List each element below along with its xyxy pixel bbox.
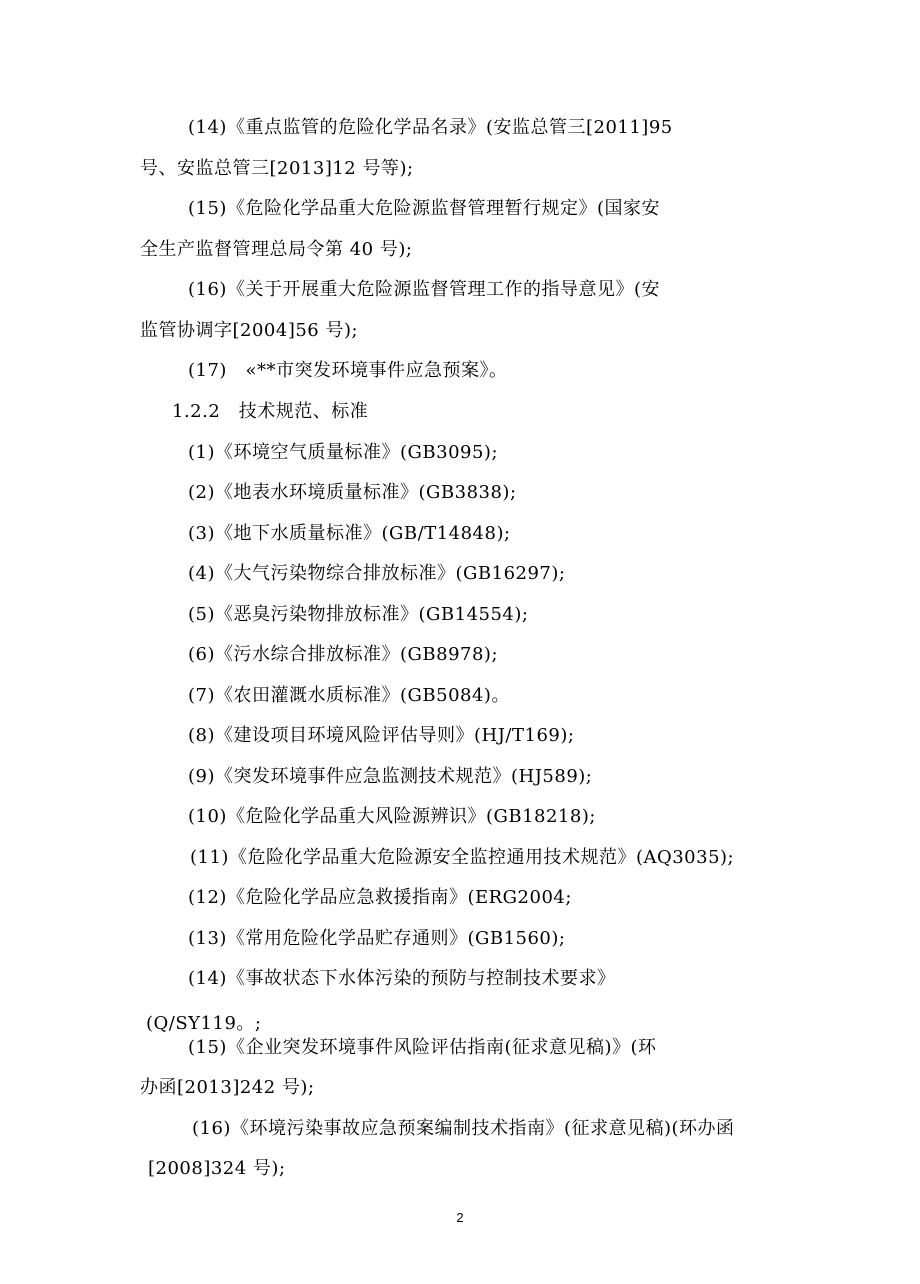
text-line: [2008]324 号); — [148, 1158, 286, 1179]
text-line: (7)《农田灌溉水质标准》(GB5084)。 — [188, 685, 510, 706]
text-line: (15)《危险化学品重大危险源监督管理暂行规定》(国家安 — [188, 198, 660, 219]
text-line: (8)《建设项目环境风险评估导则》(HJ/T169); — [188, 725, 575, 746]
text-line: (15)《企业突发环境事件风险评估指南(征求意见稿)》(环 — [188, 1037, 657, 1058]
text-line: (12)《危险化学品应急救援指南》(ERG2004; — [188, 887, 572, 908]
text-line: 监管协调字[2004]56 号); — [140, 320, 359, 341]
text-line: (14)《事故状态下水体污染的预防与控制技术要求》 — [188, 968, 616, 989]
text-line: (16)《关于开展重大危险源监督管理工作的指导意见》(安 — [188, 279, 660, 300]
section-heading: 1.2.2 技术规范、标准 — [172, 401, 369, 422]
text-line: (13)《常用危险化学品贮存通则》(GB1560); — [188, 928, 566, 949]
text-line: (6)《污水综合排放标准》(GB8978); — [188, 644, 499, 665]
text-line: (11)《危险化学品重大危险源安全监控通用技术规范》(AQ3035); — [190, 847, 735, 868]
text-line: (17) «**市突发环境事件应急预案》。 — [188, 360, 508, 381]
text-line: (14)《重点监管的危险化学品名录》(安监总管三[2011]95 — [188, 117, 673, 138]
text-line: (1)《环境空气质量标准》(GB3095); — [188, 442, 499, 463]
text-line: (Q/SY119。; — [146, 1013, 262, 1034]
text-line: (10)《危险化学品重大风险源辨识》(GB18218); — [188, 806, 596, 827]
text-line: 全生产监督管理总局令第 40 号); — [140, 239, 413, 260]
text-line: 办函[2013]242 号); — [140, 1077, 315, 1098]
text-line: (16)《环境污染事故应急预案编制技术指南》(征求意见稿)(环办函 — [192, 1118, 735, 1139]
text-line: (4)《大气污染物综合排放标准》(GB16297); — [188, 563, 566, 584]
text-line: (2)《地表水环境质量标准》(GB3838); — [188, 482, 517, 503]
text-line: (9)《突发环境事件应急监测技术规范》(HJ589); — [188, 766, 593, 787]
text-line: 号、安监总管三[2013]12 号等); — [140, 158, 414, 179]
page-number: 2 — [456, 1210, 464, 1225]
text-line: (3)《地下水质量标准》(GB/T14848); — [188, 523, 511, 544]
text-line: (5)《恶臭污染物排放标准》(GB14554); — [188, 604, 529, 625]
